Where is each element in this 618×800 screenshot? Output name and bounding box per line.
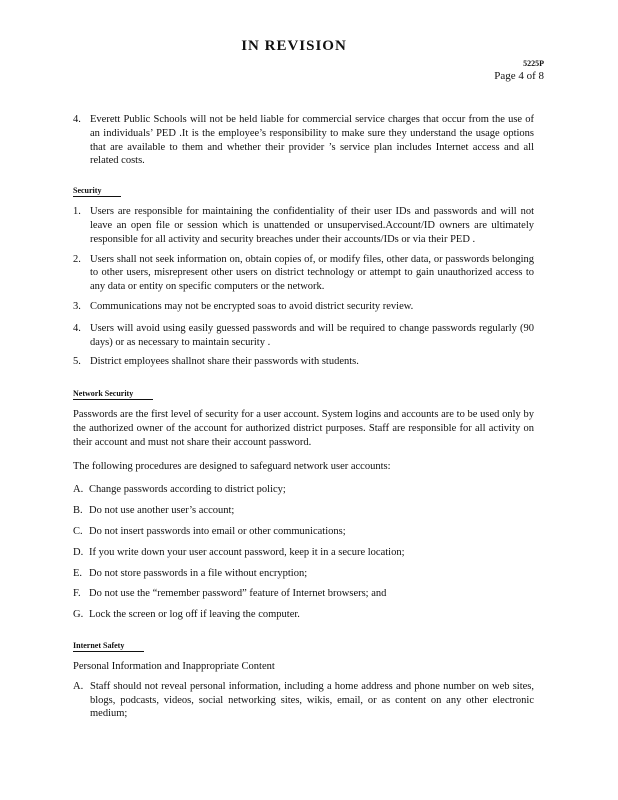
item-letter: D. (73, 546, 84, 558)
item-text: Staff should not reveal personal information, including a home address and phone number on web sites, blogs, podcasts, videos, social networking sites, wikis, email, or as content on any other electronic medium; (90, 680, 534, 720)
procedure-list (73, 483, 534, 622)
network-paragraph: Passwords are the first level of security for a user account. System logins and accounts are to be used only by the authorized owner of the account for authorized district purposes. Staff are responsible for all activity on their account and must not share their account password. (73, 409, 534, 448)
list-item (73, 253, 534, 294)
item-letter: E. (73, 567, 83, 579)
intro-item (73, 113, 534, 168)
item-text: Change passwords according to district policy; (89, 484, 286, 496)
section-heading-security: Security (73, 186, 121, 197)
item-text: Everett Public Schools will not be held liable for commercial service charges that occur from the use of an individuals’ PED .It is the employee’s responsibility to make sure they understand the usage options that are available to them and whether their provider ’s service plan includes Internet access and all related costs. (90, 114, 534, 167)
item-letter: B. (73, 505, 83, 517)
item-text: Do not insert passwords into email or other communications; (89, 525, 346, 537)
item-text: Lock the screen or log off if leaving the computer. (89, 609, 300, 621)
item-text: Communications may not be encrypted soas to avoid district security review. (90, 300, 414, 312)
item-text: Do not store passwords in a file without encryption; (89, 567, 308, 579)
list-item (73, 205, 534, 246)
document-body (73, 113, 534, 727)
item-number: 1. (73, 206, 81, 218)
list-item (73, 483, 534, 497)
page-number: Page 4 of 8 (494, 70, 544, 82)
policy-code: 5225P (523, 59, 544, 68)
list-item (73, 587, 534, 601)
list-item (73, 567, 534, 581)
section-heading-internet: Internet Safety (73, 641, 144, 652)
item-number: 4. (73, 114, 81, 125)
item-text: Users will avoid using easily guessed passwords and will be required to change passwords regularly (90 days) or as necessary to maintain security . (90, 322, 534, 348)
item-number: 2. (73, 253, 81, 265)
list-item (73, 355, 534, 369)
list-item (73, 525, 534, 539)
page-title: IN REVISION (241, 38, 347, 54)
item-text: Do not use the “remember password” feature of Internet browsers; and (89, 588, 387, 600)
item-letter: F. (73, 588, 81, 600)
item-letter: C. (73, 525, 83, 537)
item-text: Users shall not seek information on, obtain copies of, or modify files, other data, or passwords belonging to other users, misrepresent other users on district technology or attempt to gain unauthorized access to any data or entity on specific computers or the network. (90, 253, 534, 293)
item-letter: A. (73, 680, 84, 692)
list-item (73, 546, 534, 560)
item-text: If you write down your user account password, keep it in a secure location; (89, 546, 405, 558)
procedures-intro: The following procedures are designed to safeguard network user accounts: (73, 460, 391, 472)
section-heading-network: Network Security (73, 389, 153, 400)
item-number: 5. (73, 356, 81, 368)
list-item (73, 608, 534, 622)
list-item (73, 504, 534, 518)
security-list (73, 205, 534, 369)
item-letter: G. (73, 609, 84, 621)
item-text: Users are responsible for maintaining the confidentiality of their user IDs and passwords and will not leave an open file or session which is unattended or unsupervised.Account/ID owners are ultimately responsible for all activity and security breaches under their accounts/IDs or via their PED . (90, 206, 534, 245)
item-letter: A. (73, 484, 84, 496)
item-number: 4. (73, 322, 81, 334)
internet-subheading: Personal Information and Inappropriate Content (73, 660, 275, 672)
list-item (73, 322, 534, 350)
list-item (73, 680, 534, 721)
list-item (73, 300, 534, 314)
item-number: 3. (73, 300, 81, 312)
item-text: District employees shallnot share their passwords with students. (90, 356, 359, 368)
item-text: Do not use another user’s account; (89, 505, 235, 517)
